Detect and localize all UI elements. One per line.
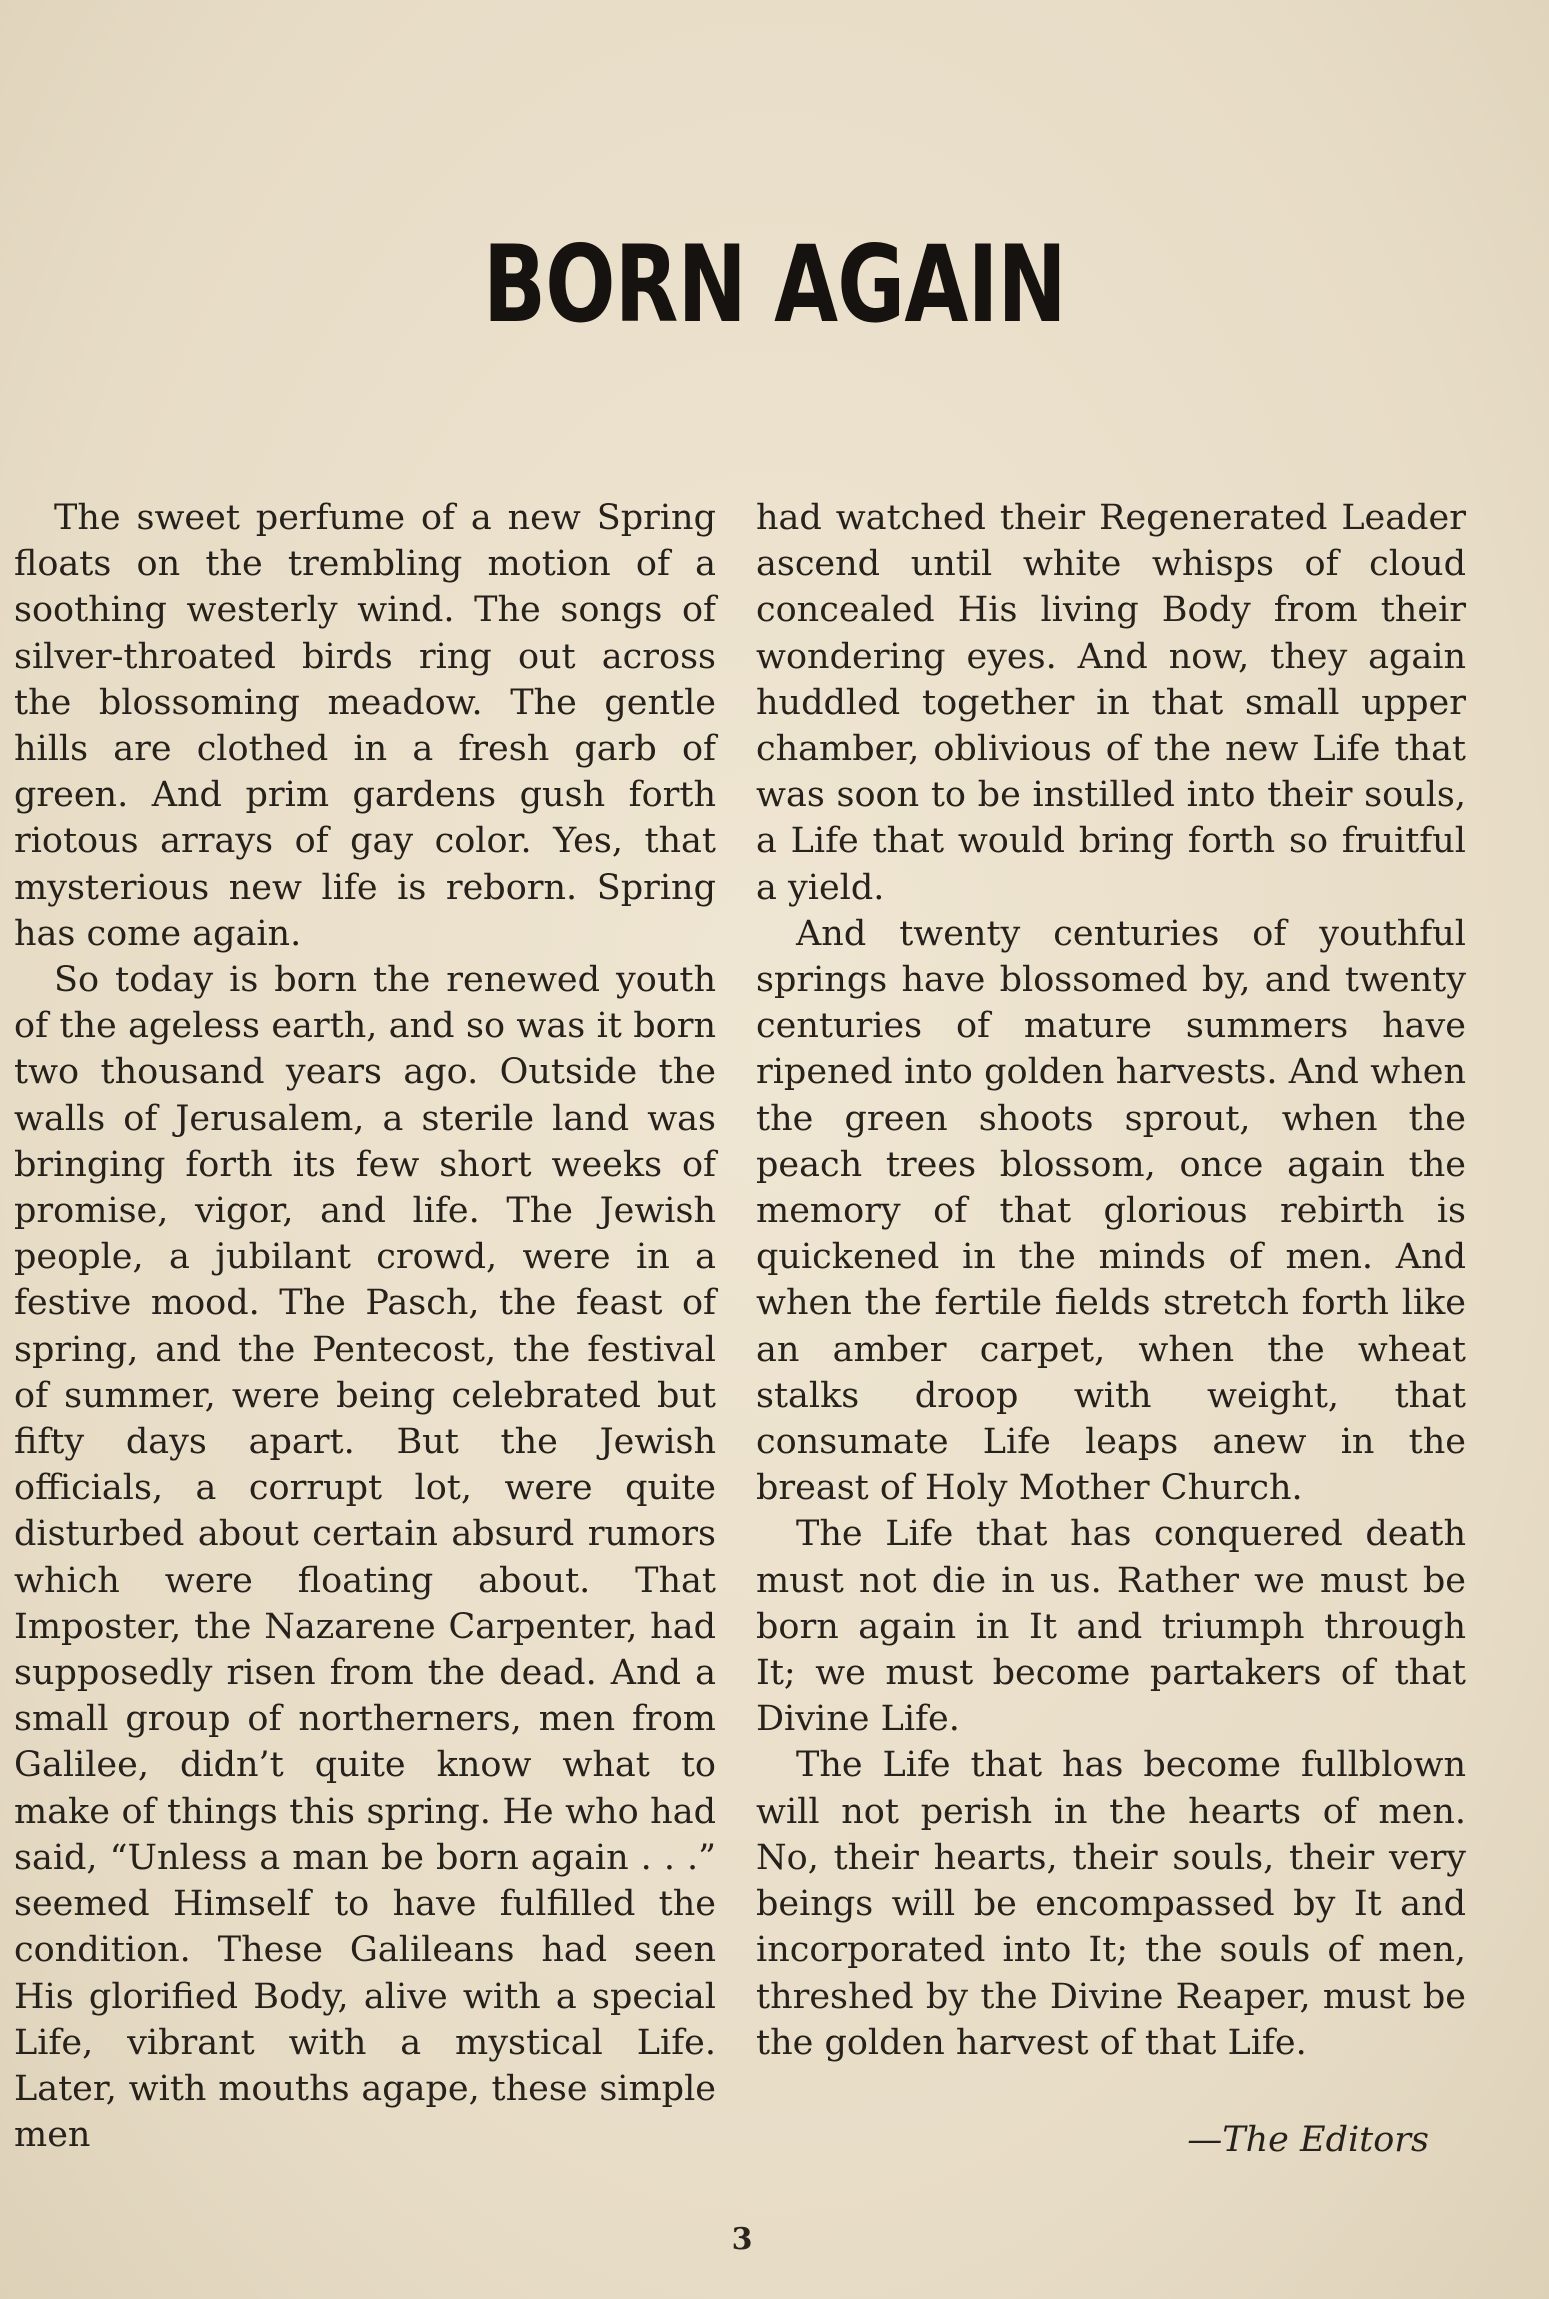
paragraph-twenty-centuries: And twenty centuries of youthful springs have blossomed by, and twenty centuries of mature summers have ripened into golden harvests. And when the green shoots sprout, when the peach trees blossom, once again the memory of that glorious rebirth is quickened in the minds of men. And when the fertile fields stretch forth like an amber carpet, when the wheat stalks droop with weight, that consumate Life leaps anew in the breast of Holy Mother Church. — [756, 913, 1466, 1509]
paragraph-full-blown: The Life that has become fullblown will not perish in the hearts of men. No, their hearts, their souls, their very beings will be encompassed by It and incorporated into It; the souls of men, threshed by the Divine Reaper, must be the golden harvest of that Life. — [756, 1745, 1466, 2063]
paragraph-conquered-death: The Life that has conquered death must not die in us. Rather we must be born again in It and triumph through It; we must become partakers of that Divine Life. — [756, 1514, 1466, 1740]
paragraph-jerusalem: So today is born the renewed youth of the ageless earth, and so was it born two thousand years ago. Outside the walls of Jerusalem, a sterile land was bringing forth its few short weeks of promise, vigor, and life. The Jewish people, a jubilant crowd, were in a festive mood. The Pasch, the feast of spring, and the Pentecost, the festival of summer, were being celebrated but fifty days apart. But the Jewish officials, a corrupt lot, were quite disturbed about certain absurd rumors which were floating about. That Imposter, the Nazarene Carpenter, had supposedly risen from the dead. And a small group of northerners, men from Galilee, didn’t quite know what to make of things this spring. He who had said, “Unless a man be born again . . .” seemed Himself to have fulfilled the condition. These Galileans had seen His glorified Body, alive with a special Life, vibrant with a mystical Life. Later, with mouths agape, these simple men — [14, 960, 716, 2156]
right-column — [756, 495, 1466, 2066]
page-number: 3 — [731, 2222, 753, 2257]
article-title: BORN AGAIN — [483, 223, 1066, 346]
editors-signature: —The Editors — [1187, 2120, 1429, 2160]
paragraph-spring: The sweet perfume of a new Spring floats on the trembling motion of a soothing westerly wind. The songs of silver-throated birds ring out across the blossoming meadow. The gentle hills are clothed in a fresh garb of green. And prim gardens gush forth riotous arrays of gay color. Yes, that mysterious new life is reborn. Spring has come again. — [14, 498, 716, 954]
paragraph-ascension-continued: had watched their Regenerated Leader ascend until white whisps of cloud concealed His living Body from their wondering eyes. And now, they again huddled together in that small upper chamber, oblivious of the new Life that was soon to be instilled into their souls, a Life that would bring forth so fruitful a yield. — [756, 498, 1466, 908]
left-column — [14, 495, 716, 2158]
